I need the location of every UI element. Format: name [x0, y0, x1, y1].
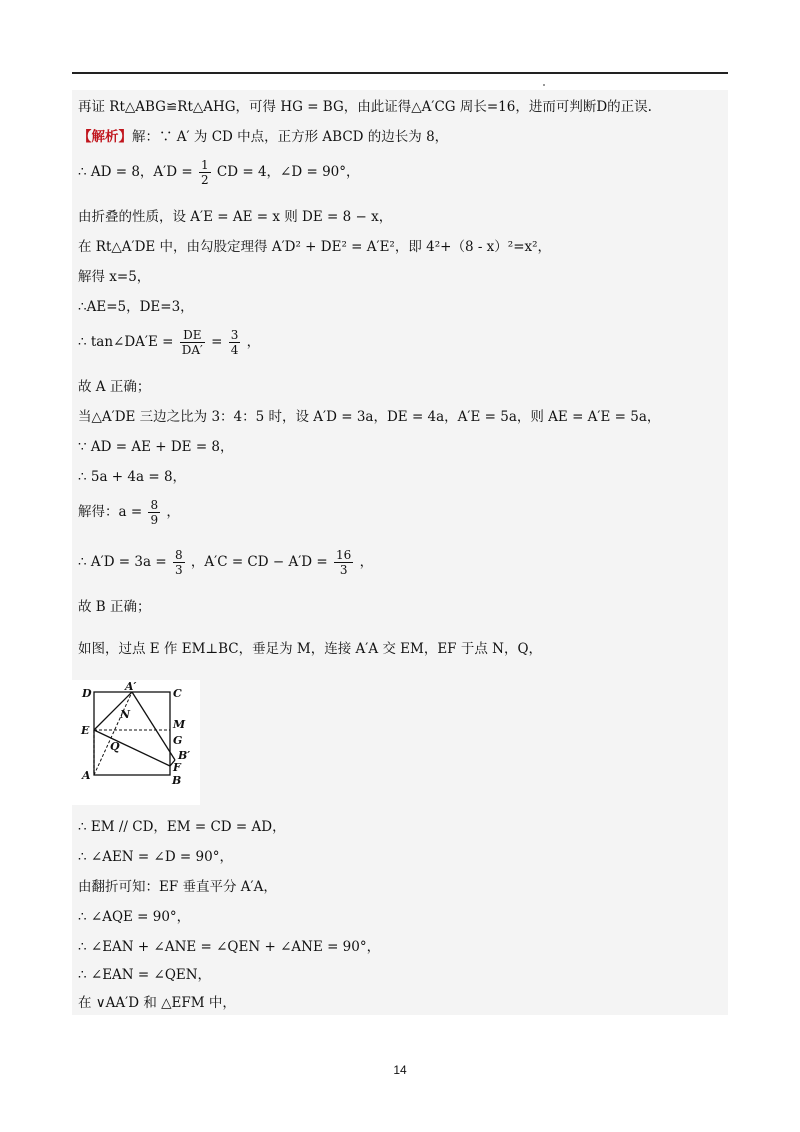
line-19: 由翻折可知：EF 垂直平分 A′A， — [78, 879, 277, 895]
line-17: ∴ EM // CD，EM = CD = AD， — [78, 819, 286, 835]
segment-a-prime-b-prime — [132, 692, 175, 760]
line-14-a: ∴ A′D = 3a = — [78, 554, 167, 570]
label-m: M — [173, 718, 186, 731]
line-22: ∴ ∠EAN = ∠QEN， — [78, 967, 212, 983]
header-dot — [543, 84, 545, 86]
fraction-eight-ninths — [148, 498, 160, 527]
line-13-b: ， — [166, 504, 180, 520]
line-3-a: ∴ AD = 8，A′D = — [78, 164, 193, 180]
solution-body — [72, 90, 728, 1015]
fraction-de-da — [180, 328, 205, 357]
line-8 — [78, 328, 260, 357]
label-d: D — [82, 687, 92, 700]
fraction-denominator: 3 — [339, 563, 348, 577]
square-folding-diagram — [72, 680, 200, 805]
label-a: A — [82, 769, 91, 782]
line-14 — [78, 548, 373, 577]
analysis-tag: 【解析】 — [78, 129, 132, 145]
geometry-figure — [72, 680, 200, 805]
label-b-prime: B′ — [178, 749, 191, 762]
line-8-a: ∴ tan∠DA′E = — [78, 334, 174, 350]
line-9: 故 A 正确； — [78, 379, 151, 395]
label-q: Q — [110, 740, 120, 753]
line-23: 在 ∨AA′D 和 △EFM 中， — [78, 995, 236, 1011]
fraction-three-quarters — [229, 328, 241, 357]
page-number: 14 — [393, 1063, 407, 1077]
line-21: ∴ ∠EAN + ∠ANE = ∠QEN + ∠ANE = 90°， — [78, 939, 381, 955]
segment-aa-prime — [94, 692, 132, 775]
line-10: 当△A′DE 三边之比为 3：4：5 时，设 A′D = 3a，DE = 4a，A′E = 5a，则 AE = A′E = 5a， — [78, 409, 661, 425]
equals-sign: = — [211, 334, 223, 350]
line-3-b: CD = 4，∠D = 90°， — [216, 164, 360, 180]
fraction-numerator: 3 — [230, 328, 239, 342]
label-a-prime: A′ — [125, 680, 137, 693]
line-4: 由折叠的性质，设 A′E = AE = x 则 DE = 8 − x， — [78, 209, 393, 225]
fraction-denominator: DA′ — [181, 343, 203, 357]
fraction-denominator: 3 — [174, 563, 183, 577]
fraction-numerator: 8 — [150, 498, 159, 512]
line-1: 再证 Rt△ABG≌Rt△AHG，可得 HG = BG，由此证得△A′CG 周长=16，进而可判断D的正误. — [78, 99, 652, 115]
label-g: G — [173, 734, 183, 747]
line-20: ∴ ∠AQE = 90°， — [78, 909, 191, 925]
fraction-numerator: 8 — [174, 548, 183, 562]
line-14-c: ， — [359, 554, 374, 570]
line-7: ∴AE=5，DE=3， — [78, 299, 194, 315]
line-15: 故 B 正确； — [78, 599, 151, 615]
label-b: B — [172, 774, 182, 787]
line-2 — [78, 128, 448, 146]
fraction-denominator: 4 — [230, 343, 239, 357]
header-rule — [72, 72, 728, 74]
label-f: F — [173, 761, 181, 774]
line-2-text: 解：∵ A′ 为 CD 中点，正方形 ABCD 的边长为 8， — [132, 129, 449, 145]
line-5: 在 Rt△A′DE 中，由勾股定理得 A′D² + DE² = A′E²，即 4²+（8 - x）²=x²， — [78, 239, 552, 255]
label-c: C — [173, 687, 182, 700]
line-14-b: ，A′C = CD − A′D = — [190, 554, 328, 570]
fraction-half — [199, 158, 211, 187]
fraction-denominator: 9 — [150, 513, 159, 527]
fraction-sixteen-thirds — [334, 548, 353, 577]
line-8-b: ， — [246, 334, 261, 350]
label-e: E — [81, 724, 90, 737]
line-6: 解得 x=5， — [78, 269, 151, 285]
label-n: N — [120, 708, 131, 721]
line-18: ∴ ∠AEN = ∠D = 90°， — [78, 849, 233, 865]
line-16: 如图，过点 E 作 EM⊥BC，垂足为 M，连接 A′A 交 EM，EF 于点 N，Q， — [78, 641, 543, 657]
fraction-eight-thirds — [173, 548, 185, 577]
line-13 — [78, 498, 180, 527]
fraction-numerator: 16 — [336, 548, 352, 562]
segment-ef — [94, 730, 170, 766]
line-11: ∵ AD = AE + DE = 8， — [78, 439, 234, 455]
line-12: ∴ 5a + 4a = 8， — [78, 469, 187, 485]
fraction-numerator: 1 — [200, 158, 209, 172]
line-13-a: 解得：a = — [78, 504, 143, 520]
line-3 — [78, 158, 360, 187]
fraction-denominator: 2 — [200, 173, 209, 187]
fraction-numerator: DE — [180, 328, 205, 343]
